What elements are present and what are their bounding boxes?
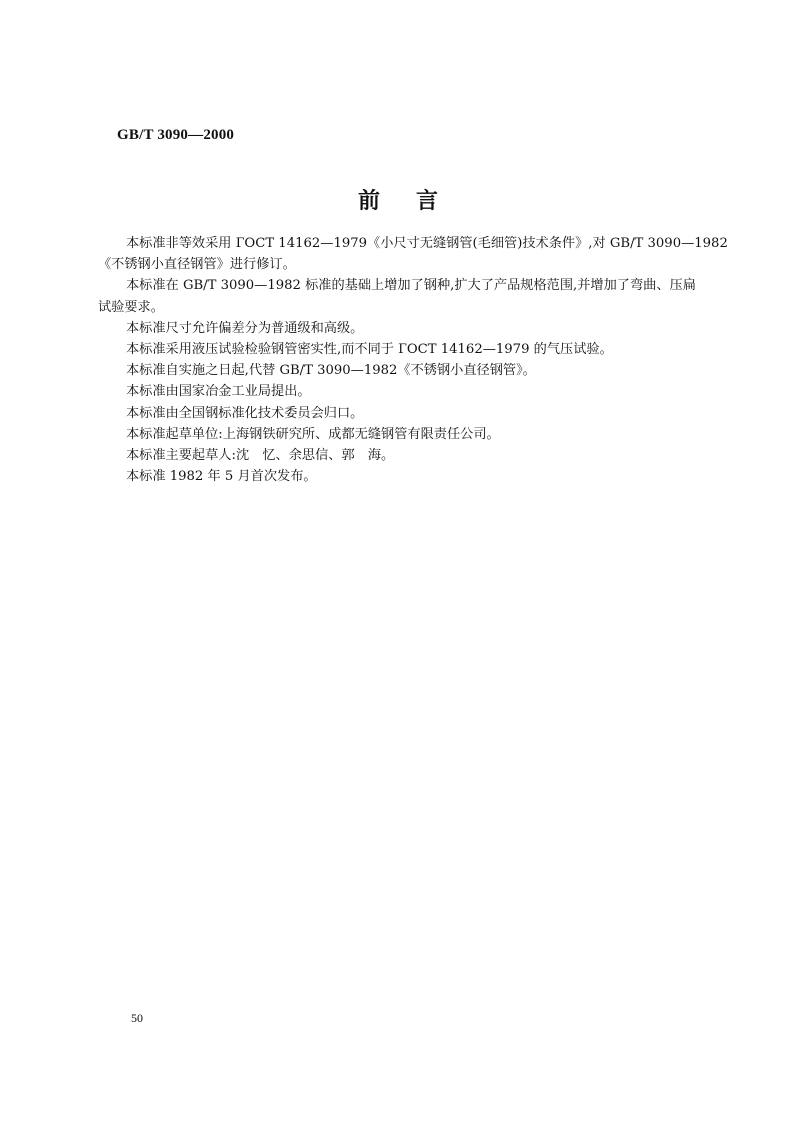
- paragraph-line: 本标准起草单位:上海钢铁研究所、成都无缝钢管有限责任公司。: [126, 426, 500, 442]
- paragraph-line: 本标准尺寸允许偏差分为普通级和高级。: [126, 320, 364, 336]
- paragraph-line: 本标准由国家冶金工业局提出。: [126, 384, 311, 400]
- paragraph-line: 本标准由全国钢标准化技术委员会归口。: [126, 405, 364, 421]
- paragraph-proposer: [113, 381, 713, 402]
- paragraph-first-issue: [113, 466, 713, 487]
- paragraph-tolerance: [113, 318, 713, 339]
- paragraph-line: 本标准非等效采用 ГОСТ 14162—1979《小尺寸无缝钢管(毛细管)技术条件》,对 GB/T 3090—1982: [126, 236, 728, 251]
- paragraph-line: 本标准主要起草人:沈 忆、余思信、郭 海。: [126, 448, 395, 464]
- paragraph-line: 本标准自实施之日起,代替 GB/T 3090—1982《不锈钢小直径钢管》。: [126, 363, 536, 379]
- paragraph-line: 本标准在 GB/T 3090—1982 标准的基础上增加了钢种,扩大了产品规格范围,并增加了弯曲、压扁: [126, 278, 696, 294]
- paragraph-line: 本标准采用液压试验检验钢管密实性,而不同于 ГОСТ 14162—1979 的气压试验。: [126, 342, 613, 358]
- paragraph-drafters: [113, 445, 713, 466]
- paragraph-hydraulic-test: [113, 339, 713, 360]
- page-title: 前言: [357, 188, 474, 214]
- foreword-body: [98, 233, 728, 487]
- standard-code: GB/T 3090—2000: [117, 127, 235, 143]
- paragraph-committee: [113, 403, 713, 424]
- paragraph-changes: [98, 275, 713, 317]
- paragraph-adoption: [98, 233, 728, 275]
- paragraph-replacement: [113, 360, 713, 381]
- paragraph-drafting-units: [113, 424, 713, 445]
- paragraph-line: 试验要求。: [98, 299, 164, 315]
- paragraph-line: 本标准 1982 年 5 月首次发布。: [126, 469, 317, 485]
- paragraph-line: 《不锈钢小直径钢管》进行修订。: [98, 257, 296, 273]
- page-number: 50: [131, 1011, 143, 1025]
